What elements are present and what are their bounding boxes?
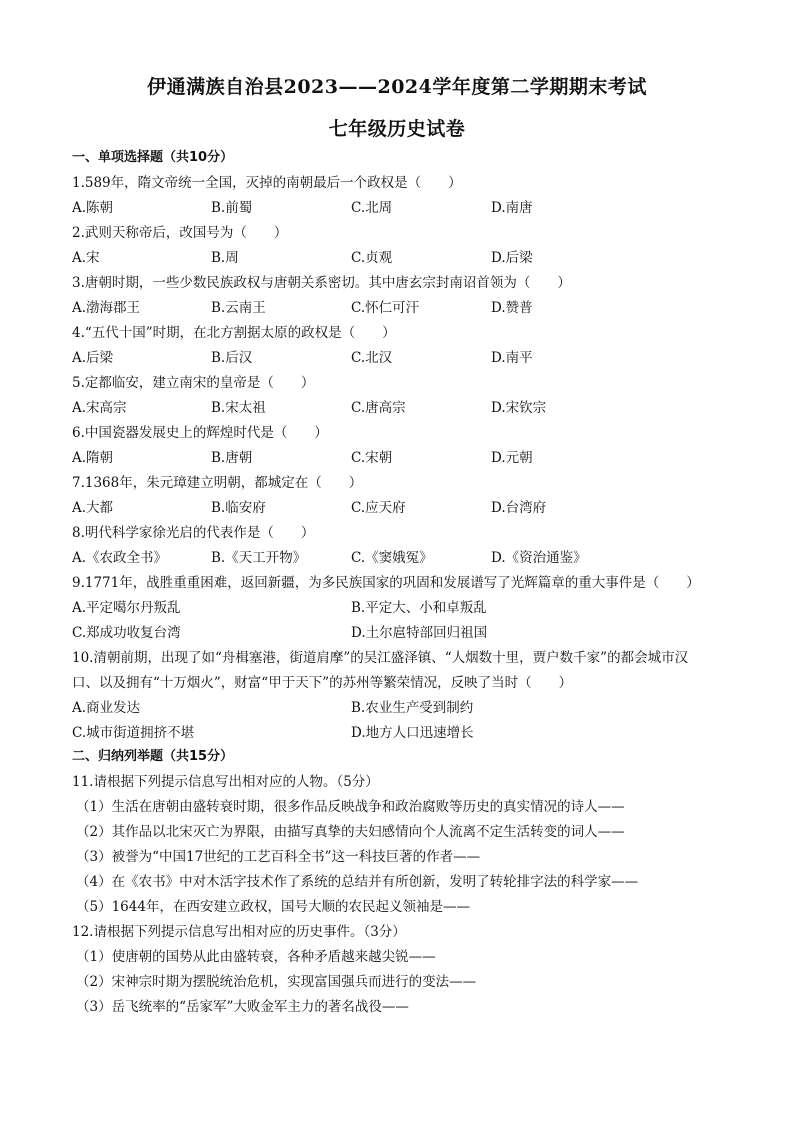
question-4-option-b: B.后汉	[211, 350, 253, 366]
question-11-item-1: （1）生活在唐朝由盛转衰时期，很多作品反映战争和政治腐败等历史的真实情况的诗人——	[76, 799, 625, 815]
question-9-option-a: A.平定噶尔丹叛乱	[72, 600, 181, 616]
question-1-option-c: C.北周	[351, 200, 393, 216]
question-5-option-b: B.宋太祖	[211, 400, 266, 416]
question-3-stem: 3.唐朝时期，一些少数民族政权与唐朝关系密切。其中唐玄宗封南诏首领为（ ）	[72, 275, 571, 291]
question-4-option-c: C.北汉	[351, 350, 393, 366]
question-6-option-c: C.宋朝	[351, 450, 393, 466]
question-3-option-a: A.渤海郡王	[72, 300, 141, 316]
question-1-stem: 1.589年，隋文帝统一全国，灭掉的南朝最后一个政权是（ ）	[72, 175, 462, 191]
question-8-option-c: C.《窦娥冤》	[351, 550, 433, 566]
question-8-option-b: B.《天工开物》	[211, 550, 307, 566]
question-11-item-4: （4）在《农书》中对木活字技术作了系统的总结并有所创新，发明了转轮排字法的科学家——	[76, 874, 639, 890]
question-2-stem: 2.武则天称帝后，改国号为（ ）	[72, 225, 288, 241]
question-12-item-2: （2）宋神宗时期为摆脱统治危机，实现富国强兵而进行的变法——	[76, 974, 477, 990]
question-8-option-d: D.《资治通鉴》	[491, 550, 587, 566]
section-2-heading: 二、归纳列举题（共15分）	[72, 749, 234, 764]
question-8-stem: 8.明代科学家徐光启的代表作是（ ）	[72, 525, 315, 541]
question-7-option-a: A.大都	[72, 500, 114, 516]
question-3-option-c: C.怀仁可汗	[351, 300, 420, 316]
question-5-option-a: A.宋高宗	[72, 400, 127, 416]
question-11-item-2: （2）其作品以北宋灭亡为界限，由描写真挚的夫妇感情向个人流离不定生活转变的词人——	[76, 824, 625, 840]
question-10-option-b: B.农业生产受到制约	[351, 700, 474, 716]
exam-title: 伊通满族自治县2023——2024学年度第二学期期末考试	[147, 76, 647, 98]
question-7-option-c: C.应天府	[351, 500, 406, 516]
question-10-stem: 10.清朝前期，出现了如“舟楫塞港，街道肩摩”的吴江盛泽镇、“人烟数十里，贾户数千家”的都会城市汉	[72, 650, 689, 666]
question-6-stem: 6.中国瓷器发展史上的辉煌时代是（ ）	[72, 425, 328, 441]
question-5-stem: 5.定都临安，建立南宋的皇帝是（ ）	[72, 375, 315, 391]
question-9-option-c: C.郑成功收复台湾	[72, 625, 181, 641]
question-7-stem: 7.1368年，朱元璋建立明朝，都城定在（ ）	[72, 475, 363, 491]
question-1-option-a: A.陈朝	[72, 200, 114, 216]
question-3-option-d: D.赞普	[491, 300, 533, 316]
question-11-item-3: （3）被誉为“中国17世纪的工艺百科全书”这一科技巨著的作者——	[76, 849, 481, 865]
question-4-stem: 4.“五代十国”时期，在北方割据太原的政权是（ ）	[72, 325, 396, 341]
question-11-stem: 11.请根据下列提示信息写出相对应的人物。（5分）	[72, 774, 379, 790]
question-10-stem-cont: 口、以及拥有“十万烟火”，财富“甲于天下”的苏州等繁荣情况，反映了当时（ ）	[72, 675, 573, 691]
question-11-item-5: （5）1644年，在西安建立政权，国号大顺的农民起义领袖是——	[76, 899, 470, 915]
question-1-option-b: B.前蜀	[211, 200, 253, 216]
question-10-option-d: D.地方人口迅速增长	[351, 725, 474, 741]
question-12-item-1: （1）使唐朝的国势从此由盛转衰，各种矛盾越来越尖锐——	[76, 949, 436, 965]
question-6-option-d: D.元朝	[491, 450, 533, 466]
question-9-option-d: D.土尔扈特部回归祖国	[351, 625, 488, 641]
question-12-item-3: （3）岳飞统率的“岳家军”大败金军主力的著名战役——	[76, 999, 409, 1015]
question-10-option-a: A.商业发达	[72, 700, 141, 716]
question-3-option-b: B.云南王	[211, 300, 266, 316]
question-7-option-b: B.临安府	[211, 500, 266, 516]
question-8-option-a: A.《农政全书》	[72, 550, 168, 566]
question-2-option-b: B.周	[211, 250, 239, 266]
section-1-heading: 一、单项选择题（共10分）	[72, 150, 234, 165]
question-7-option-d: D.台湾府	[491, 500, 547, 516]
question-5-option-d: D.宋钦宗	[491, 400, 547, 416]
question-1-option-d: D.南唐	[491, 200, 533, 216]
question-4-option-a: A.后梁	[72, 350, 114, 366]
question-9-option-b: B.平定大、小和卓叛乱	[351, 600, 487, 616]
question-10-option-c: C.城市街道拥挤不堪	[72, 725, 195, 741]
question-9-stem: 9.1771年，战胜重重困难，返回新疆，为多民族国家的巩固和发展谱写了光辉篇章的重大事件是（ ）	[72, 575, 700, 591]
question-2-option-c: C.贞观	[351, 250, 393, 266]
question-2-option-a: A.宋	[72, 250, 100, 266]
question-2-option-d: D.后梁	[491, 250, 533, 266]
question-6-option-b: B.唐朝	[211, 450, 253, 466]
question-5-option-c: C.唐高宗	[351, 400, 406, 416]
question-4-option-d: D.南平	[491, 350, 533, 366]
question-12-stem: 12.请根据下列提示信息写出相对应的历史事件。（3分）	[72, 924, 406, 940]
exam-subtitle: 七年级历史试卷	[328, 118, 466, 140]
question-6-option-a: A.隋朝	[72, 450, 114, 466]
